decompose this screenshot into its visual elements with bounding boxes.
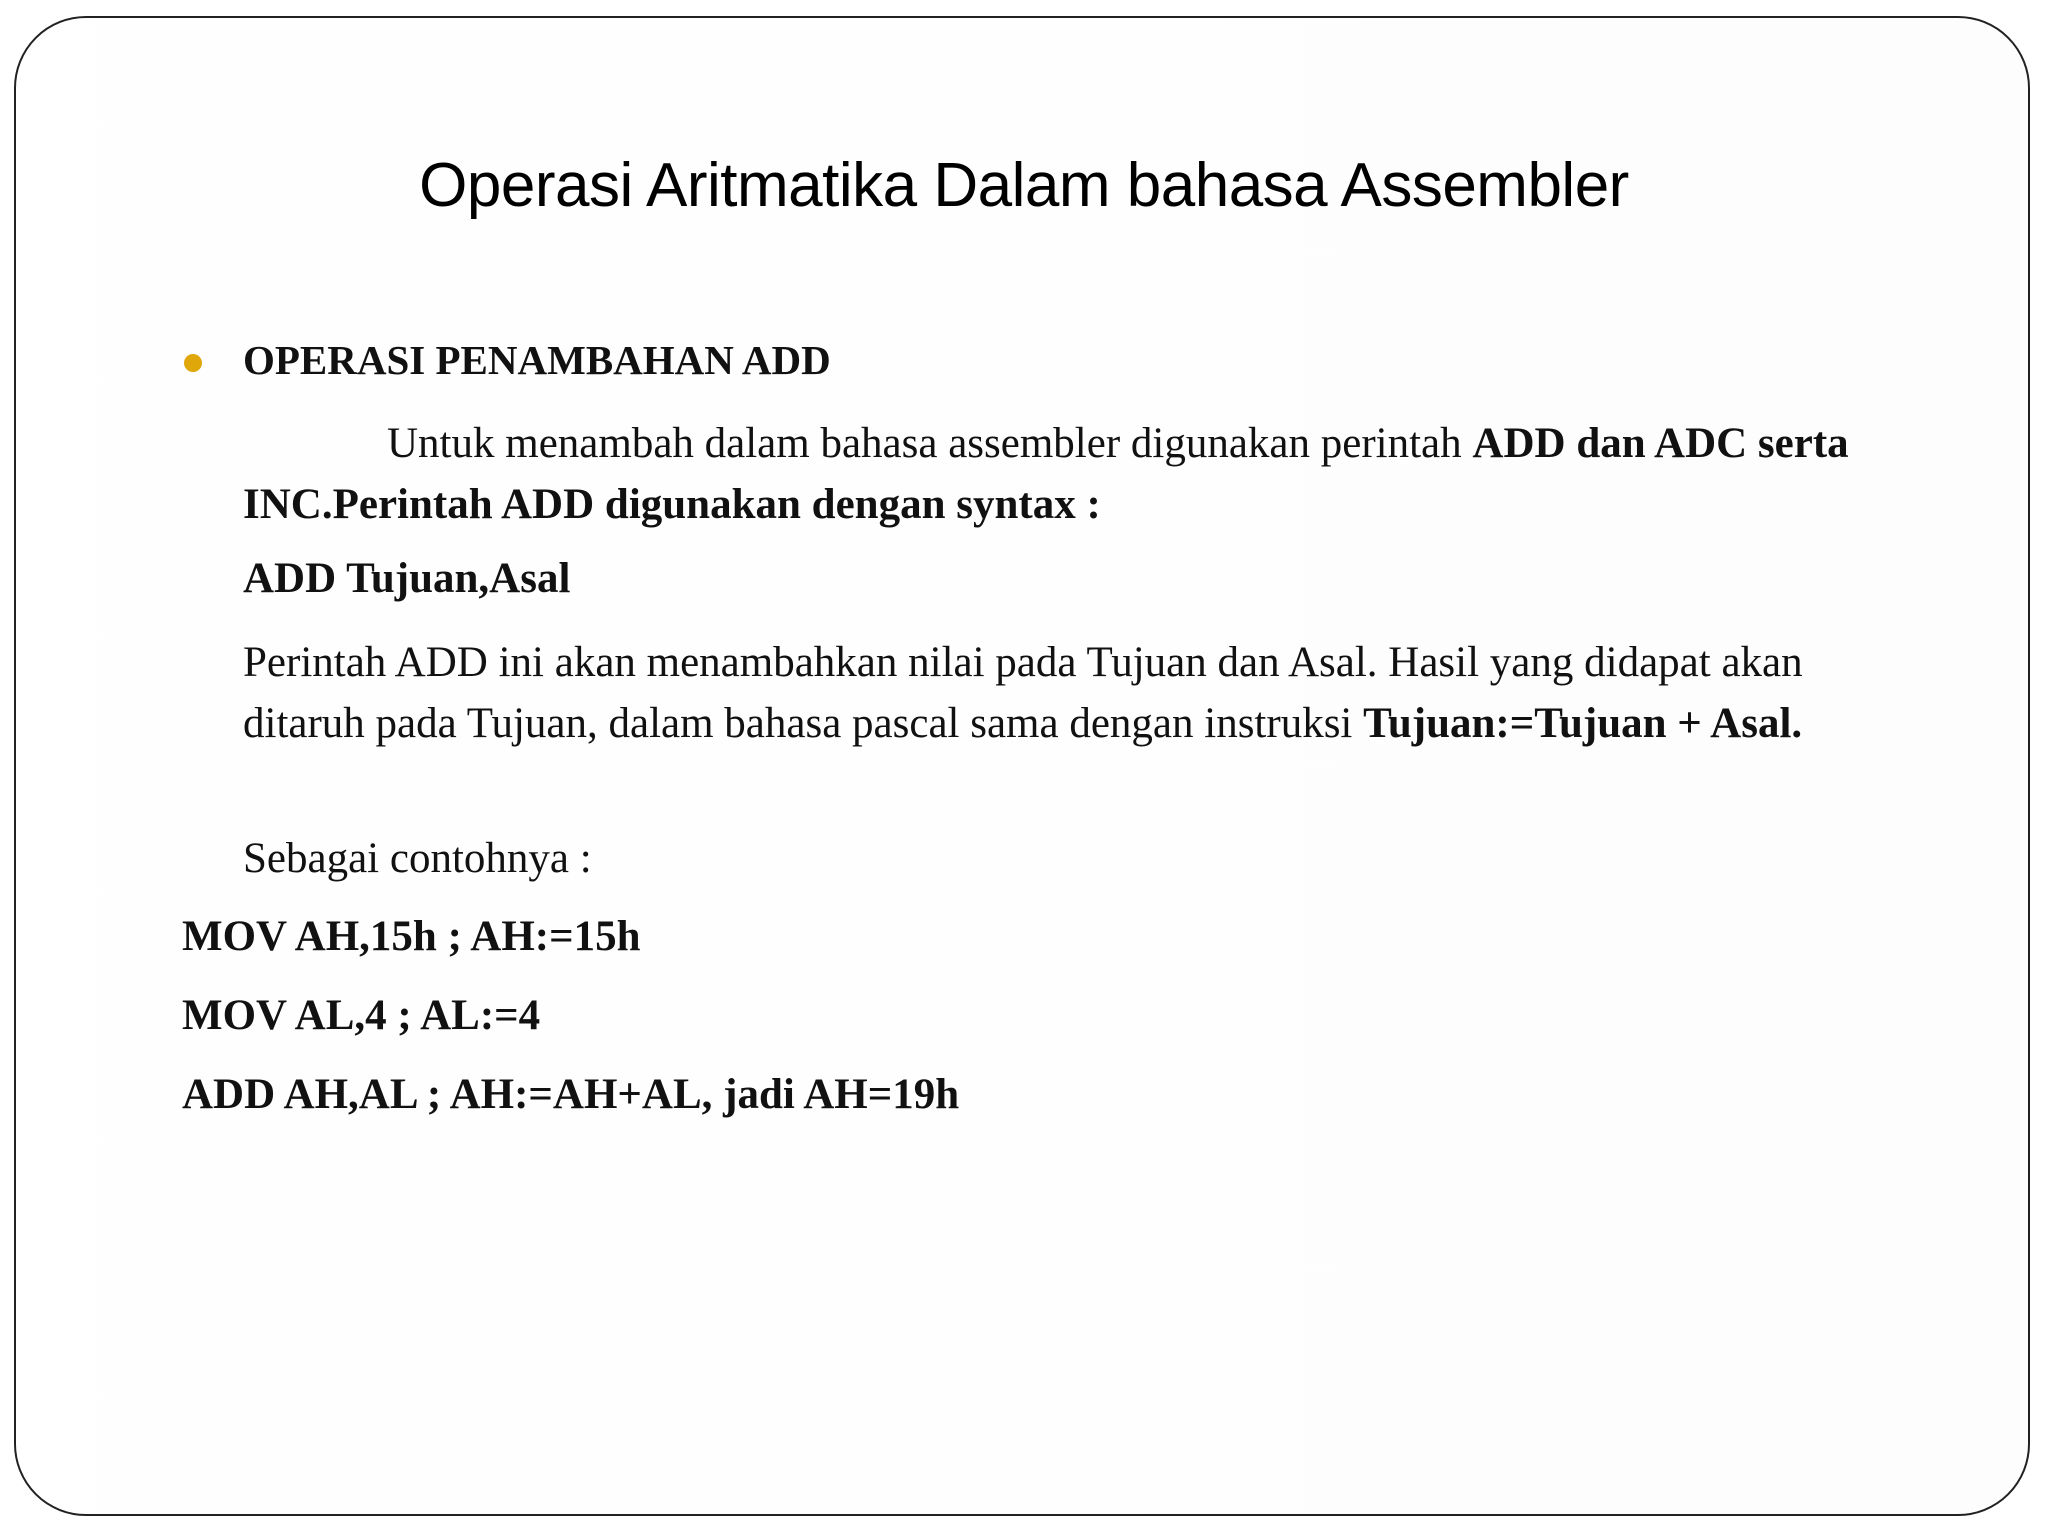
slide-title: Operasi Aritmatika Dalam bahasa Assembler	[419, 151, 1629, 220]
code-line: MOV AH,15h ; AH:=15h	[182, 913, 641, 960]
intro-paragraph	[243, 413, 1893, 535]
explanation-text: Perintah ADD ini akan menambahkan nilai pada Tujuan dan Asal. Hasil yang didapat akan ditaruh pada Tujuan, dalam bahasa pascal sama dengan instruksi	[243, 639, 1803, 747]
slide-frame	[14, 16, 2030, 1516]
example-intro: Sebagai contohnya :	[243, 835, 592, 882]
intro-text: Untuk menambah dalam bahasa assembler digunakan perintah	[387, 420, 1473, 467]
intro-bold-text: ADD dan ADC serta INC.Perintah ADD digunakan dengan syntax :	[243, 420, 1849, 528]
explanation-bold-text: Tujuan:=Tujuan + Asal.	[1363, 700, 1803, 747]
code-line: ADD AH,AL ; AH:=AH+AL, jadi AH=19h	[182, 1071, 960, 1118]
syntax-line: ADD Tujuan,Asal	[243, 555, 571, 602]
code-line: MOV AL,4 ; AL:=4	[182, 992, 541, 1039]
bullet-heading: OPERASI PENAMBAHAN ADD	[243, 337, 831, 383]
explanation-paragraph	[243, 632, 1893, 754]
bullet-dot-icon	[184, 354, 202, 372]
